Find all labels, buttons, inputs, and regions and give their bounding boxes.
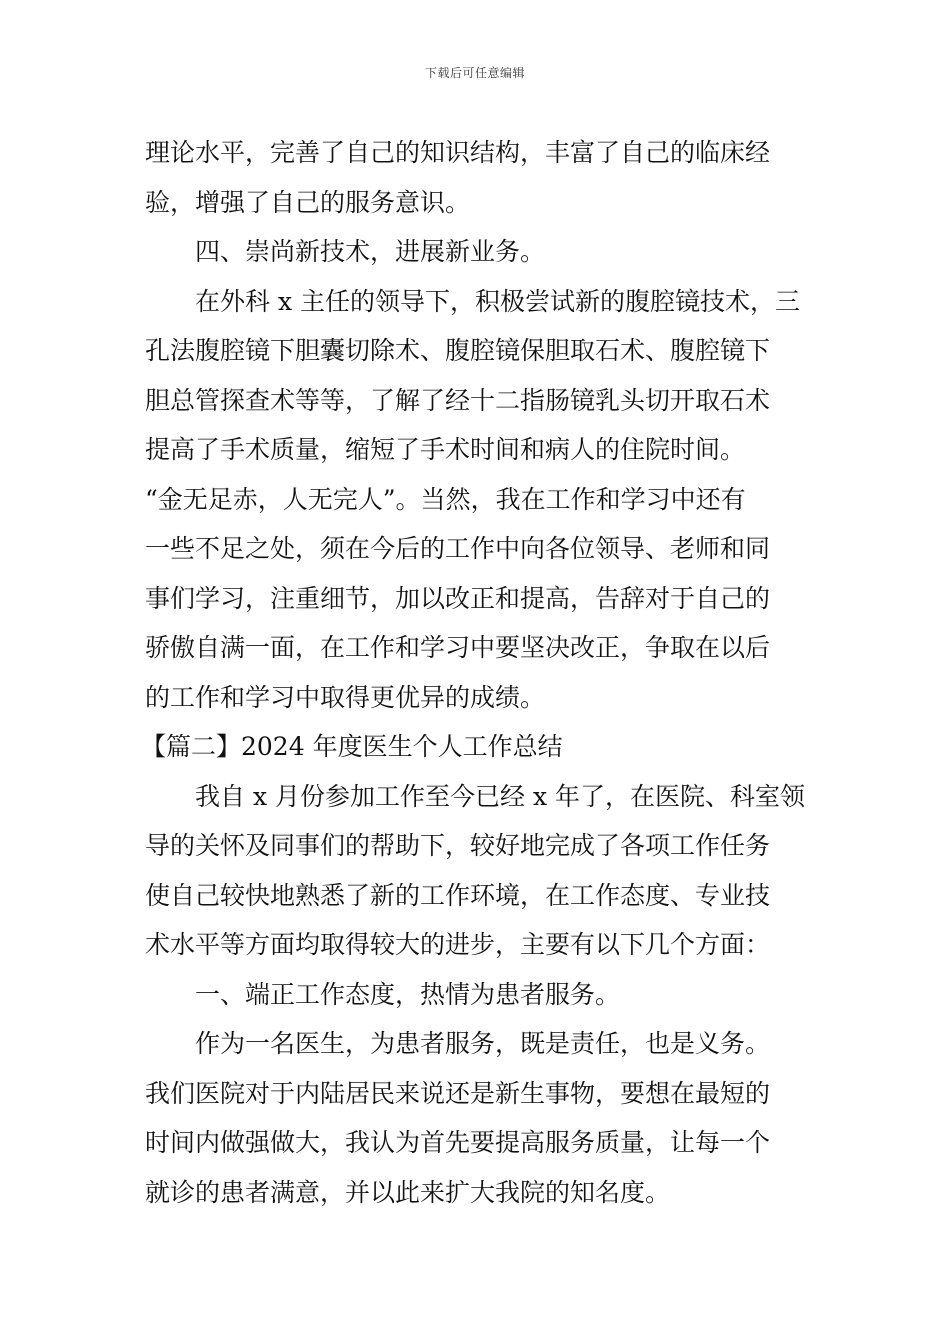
text-line: 骄傲自满一面，在工作和学习中要坚决改正，争取在以后 (145, 633, 771, 662)
text-line: 我自 x 月份参加工作至今已经 x 年了，在医院、科室领 (195, 781, 805, 811)
text-line: 胆总管探查术等等，了解了经十二指肠镜乳头切开取石术 (145, 385, 771, 415)
text-line: 理论水平，完善了自己的知识结构，丰富了自己的临床经 (145, 138, 771, 167)
text-line: 导的关怀及同事们的帮助下，较好地完成了各项工作任务 (145, 831, 771, 860)
text-line: 使自己较快地熟悉了新的工作环境，在工作态度、专业技 (145, 880, 771, 910)
text-line: 作为一名医生，为患者服务，既是责任，也是义务。 (195, 1029, 771, 1058)
text-line: 一些不足之处，须在今后的工作中向各位领导、老师和同 (145, 534, 771, 563)
document-body (141, 128, 810, 1217)
text-line: 就诊的患者满意，并以此来扩大我院的知名度。 (145, 1177, 671, 1207)
page-header: 下载后可任意编辑 (424, 66, 525, 80)
text-line: 孔法腹腔镜下胆囊切除术、腹腔镜保胆取石术、腹腔镜下 (145, 336, 771, 365)
section-heading: 【篇二】2024 年度医生个人工作总结 (141, 732, 563, 761)
text-line: 提高了手术质量，缩短了手术时间和病人的住院时间。 (145, 435, 746, 464)
text-line: 验，增强了自己的服务意识。 (145, 187, 471, 217)
text-line: 术水平等方面均取得较大的进步，主要有以下几个方面： (145, 930, 771, 959)
text-line: 的工作和学习中取得更优异的成绩。 (145, 682, 546, 712)
text-line: “金无足赤，人无完人”。当然，我在工作和学习中还有 (145, 484, 746, 514)
text-line: 一、端正工作态度，热情为患者服务。 (195, 979, 621, 1009)
text-line: 在外科 x 主任的领导下，积极尝试新的腹腔镜技术，三 (195, 286, 800, 316)
text-line: 时间内做强做大，我认为首先要提高服务质量，让每一个 (145, 1128, 771, 1157)
text-line: 四、崇尚新技术，进展新业务。 (195, 237, 546, 266)
text-line: 事们学习，注重细节，加以改正和提高，告辞对于自己的 (145, 583, 771, 613)
text-line: 我们医院对于内陆居民来说还是新生事物，要想在最短的 (145, 1078, 771, 1108)
